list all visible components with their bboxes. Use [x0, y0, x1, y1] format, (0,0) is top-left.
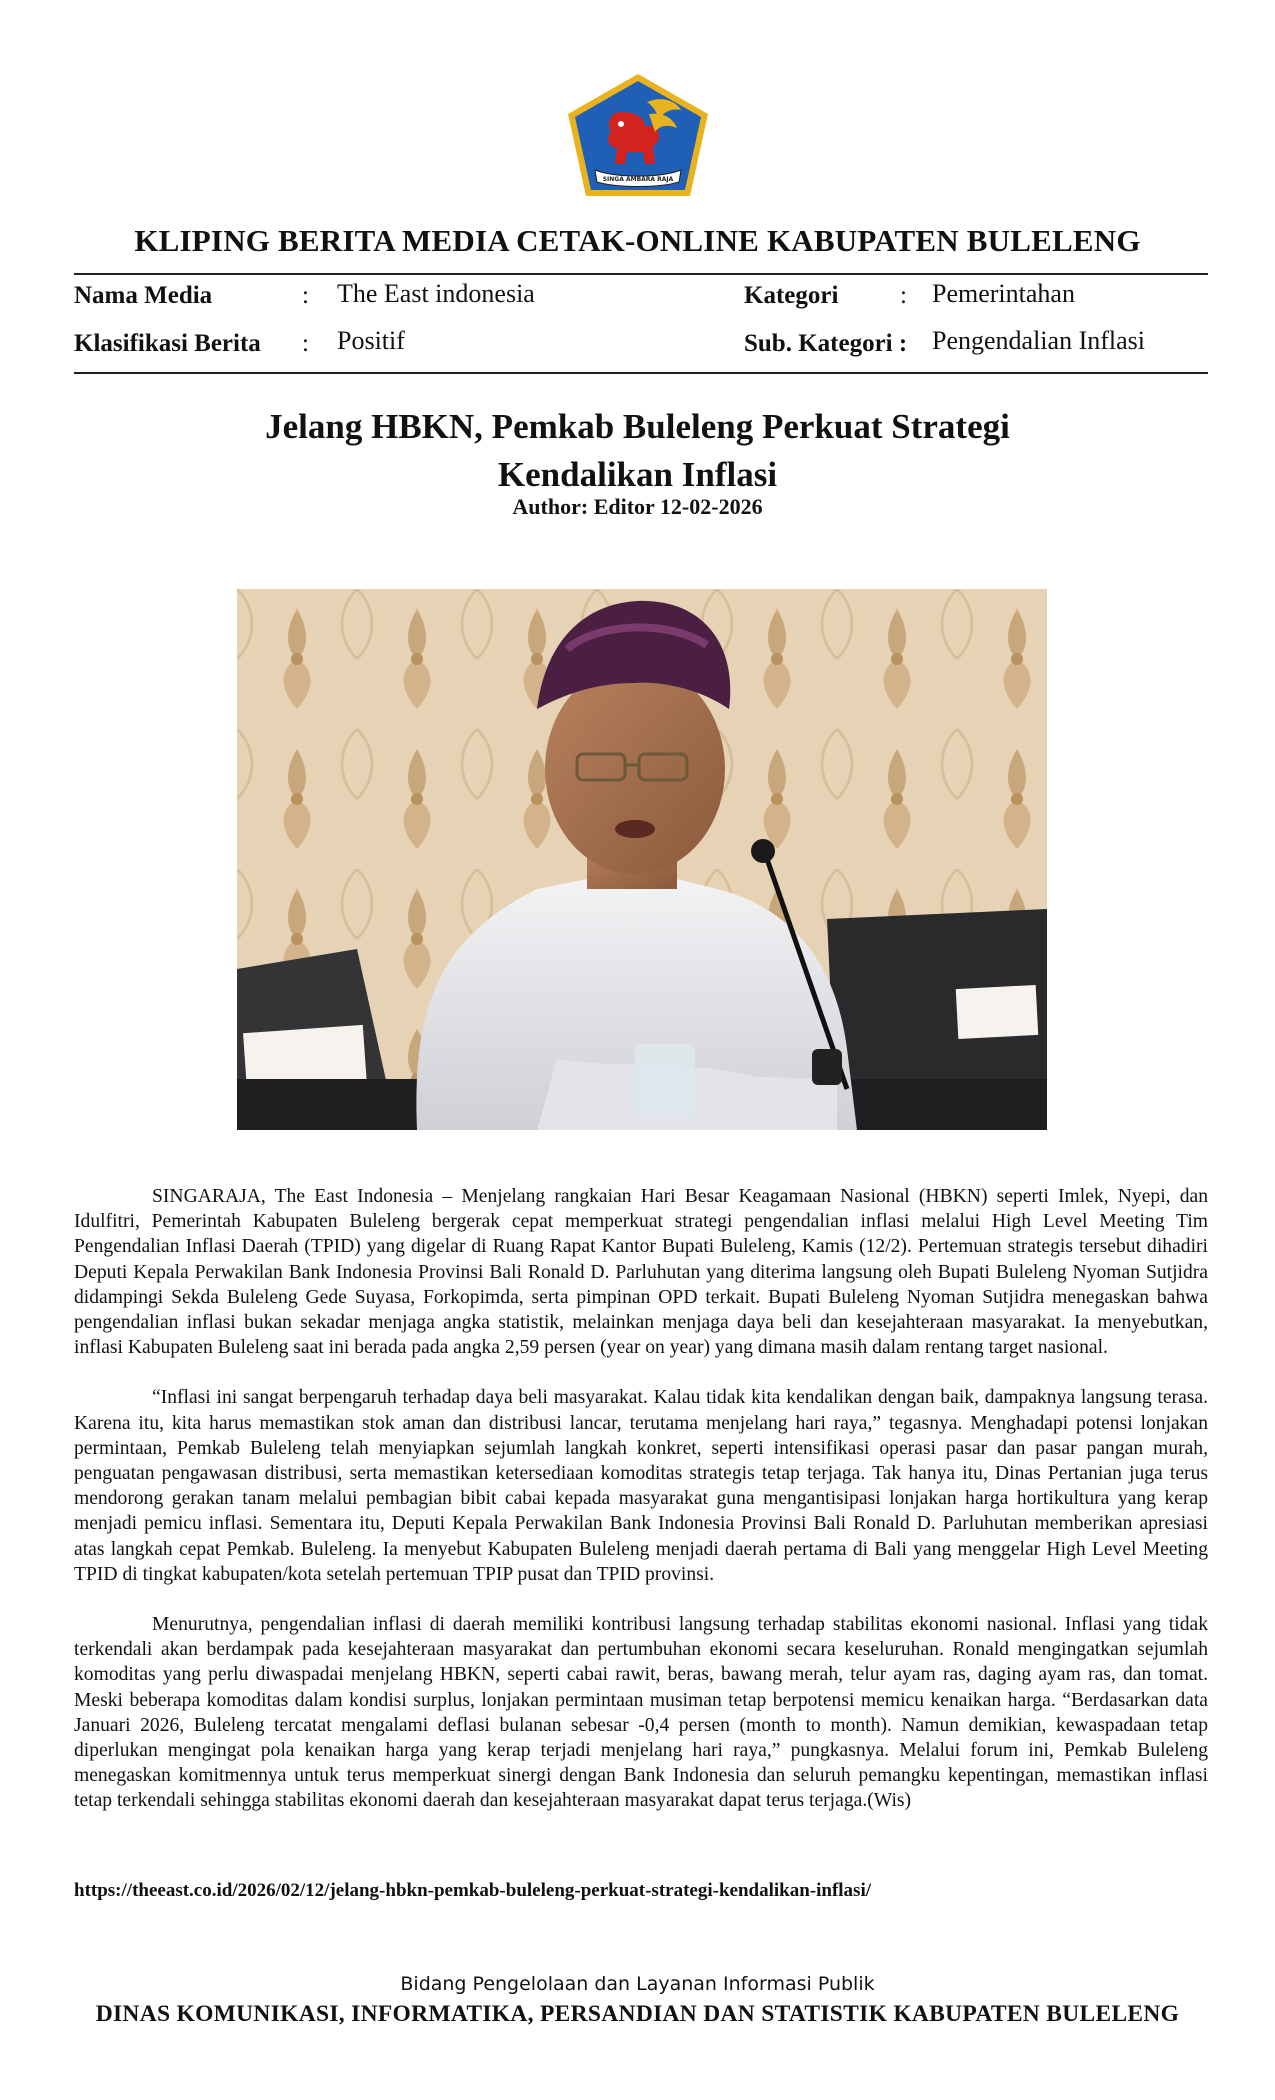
nama-media-colon: :	[302, 282, 309, 309]
kategori-value: Pemerintahan	[932, 279, 1075, 308]
klasifikasi-label: Klasifikasi Berita	[74, 330, 261, 357]
article-paragraph-3: Menurutnya, pengendalian inflasi di daerah memiliki kontribusi langsung terhadap stabilitas ekonomi nasional. Inflasi yang tidak terkendali akan berdampak pada kesejahteraan masyarakat dan pertumbuhan ekonomi secara keseluruhan. Ronald mengingatkan sejumlah komoditas yang perlu diwaspadai menjelang HBKN, seperti cabai rawit, beras, bawang merah, telur ayam ras, daging ayam ras, dan tomat. Meski beberapa komoditas dalam kondisi surplus, lonjakan permintaan musiman tetap berpotensi memicu kenaikan harga. “Berdasarkan data Januari 2026, Buleleng tercatat mengalami deflasi bulanan sebesar -0,4 persen (month to month). Namun demikian, kewaspadaan tetap diperlukan mengingat pola kenaikan harga yang kerap terjadi menjelang hari raya,” pungkasnya. Melalui forum ini, Pemkab Buleleng menegaskan komitmennya untuk terus memperkuat sinergi dengan Bank Indonesia dan seluruh pemangku kepentingan, memastikan inflasi tetap terkendali sehingga stabilitas ekonomi daerah dan kesejahteraan masyarakat dapat terus terjaga.(Wis)	[74, 1614, 1208, 1812]
article-paragraph-2: “Inflasi ini sangat berpengaruh terhadap daya beli masyarakat. Kalau tidak kita kendalikan dengan baik, dampaknya langsung terasa. Karena itu, kita harus memastikan stok aman dan distribusi lancar, terutama menjelang hari raya,” tegasnya. Menghadapi potensi lonjakan permintaan, Pemkab Buleleng telah menyiapkan sejumlah langkah konkret, seperti intensifikasi operasi pasar dan pasar pangan murah, penguatan pengawasan distribusi, serta memastikan ketersediaan komoditas strategis tetap terjaga. Tak hanya itu, Dinas Pertanian juga terus mendorong gerakan tanam melalui pembagian bibit cabai kepada masyarakat guna mengantisipasi lonjakan harga hortikultura yang kerap menjadi pemicu inflasi. Sementara itu, Deputi Kepala Perwakilan Bank Indonesia Provinsi Bali Ronald D. Parluhutan memberikan apresiasi atas langkah cepat Pemkab. Buleleng. Ia menyebut Kabupaten Buleleng menjadi daerah pertama di Bali yang menggelar High Level Meeting TPID di tingkat kabupaten/kota setelah pertemuan TPIP pusat dan TPID provinsi.	[74, 1387, 1208, 1585]
article-title-line-1: Jelang HBKN, Pemkab Buleleng Perkuat Strategi	[265, 407, 1010, 446]
logo-motto: SINGA AMBARA RAJA	[602, 176, 674, 183]
kategori-colon: :	[900, 282, 907, 309]
kategori-label: Kategori	[744, 282, 839, 309]
sub-kategori-label: Sub. Kategori :	[744, 330, 908, 357]
footer-subtitle: Bidang Pengelolaan dan Layanan Informasi Publik	[400, 1973, 875, 1995]
footer-title: DINAS KOMUNIKASI, INFORMATIKA, PERSANDIAN DAN STATISTIK KABUPATEN BULELENG	[95, 2001, 1180, 2027]
nama-media-label: Nama Media	[74, 282, 213, 309]
article-title	[0, 403, 1275, 499]
regency-logo	[565, 72, 711, 202]
article-body	[74, 1184, 1208, 1839]
article-paragraph-1: SINGARAJA, The East Indonesia – Menjelang rangkaian Hari Besar Keagamaan Nasional (HBKN) seperti Imlek, Nyepi, dan Idulfitri, Pemerintah Kabupaten Buleleng bergerak cepat memperkuat strategi pengendalian inflasi melalui High Level Meeting Tim Pengendalian Inflasi Daerah (TPID) yang digelar di Ruang Rapat Kantor Bupati Buleleng, Kamis (12/2). Pertemuan strategis tersebut dihadiri Deputi Kepala Perwakilan Bank Indonesia Provinsi Bali Ronald D. Parluhutan yang diterima langsung oleh Bupati Buleleng Nyoman Sutjidra didampingi Sekda Buleleng Gede Suyasa, Forkopimda, serta pimpinan OPD terkait. Bupati Buleleng Nyoman Sutjidra menegaskan bahwa pengendalian inflasi bukan sekadar menjaga angka statistik, melainkan menjaga daya beli dan kesejahteraan masyarakat. Ia menyebutkan, inflasi Kabupaten Buleleng saat ini berada pada angka 2,59 persen (year on year) yang dimana masih dalam rentang target nasional.	[74, 1186, 1208, 1359]
article-photo	[237, 589, 1047, 1130]
article-title-line-2: Kendalikan Inflasi	[497, 455, 778, 494]
header-rule-top	[74, 273, 1208, 275]
sub-kategori-value: Pengendalian Inflasi	[932, 326, 1145, 355]
article-author: Author: Editor 12-02-2026	[512, 494, 763, 519]
klasifikasi-value: Positif	[337, 326, 405, 355]
header-rule-bottom	[74, 372, 1208, 374]
klasifikasi-colon: :	[302, 330, 309, 357]
source-url[interactable]: https://theeast.co.id/2026/02/12/jelang-hbkn-pemkab-buleleng-perkuat-strategi-kendalikan-inflasi/	[74, 1880, 872, 1901]
nama-media-value: The East indonesia	[337, 279, 535, 308]
header-title: KLIPING BERITA MEDIA CETAK-ONLINE KABUPATEN BULELENG	[134, 223, 1141, 258]
